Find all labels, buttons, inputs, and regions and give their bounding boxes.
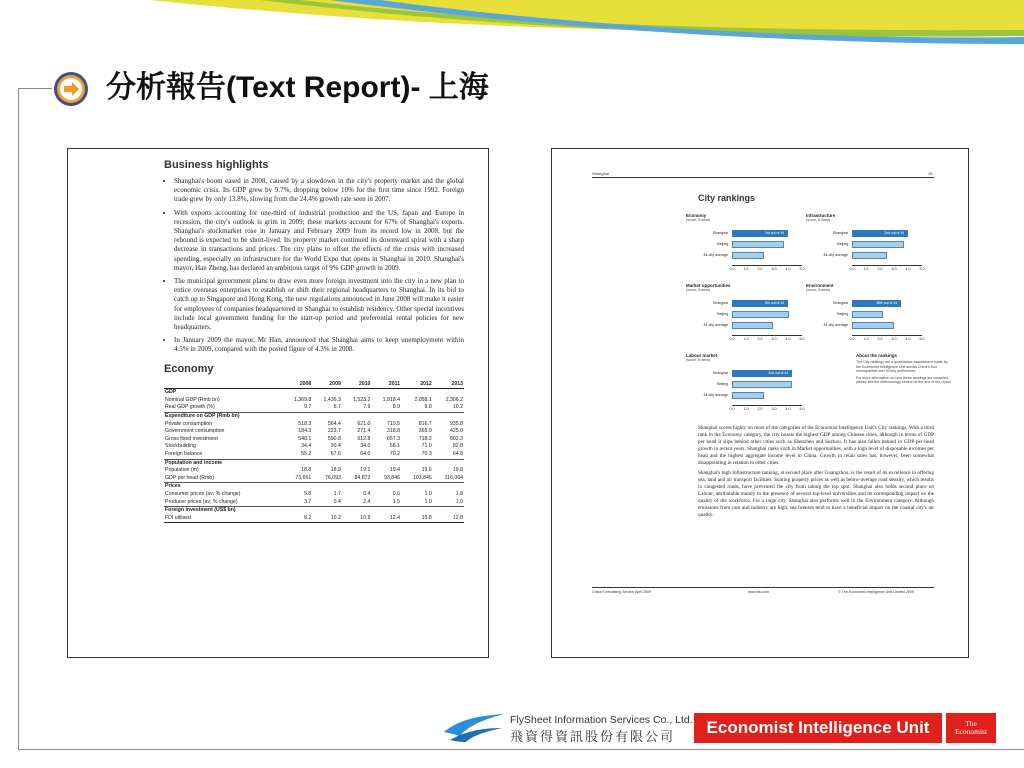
chart-row-label: Beijing <box>717 242 728 246</box>
row-label: FDI utilised <box>164 515 283 523</box>
table-cell: 2,306.2 <box>445 396 463 403</box>
table-cell: 0.6 <box>392 490 400 497</box>
chart-bar <box>732 241 784 248</box>
section-title-business: Business highlights <box>164 159 269 171</box>
row-label: Gross fixed investment <box>165 435 218 442</box>
table-cell: 365.9 <box>418 428 432 435</box>
table-row <box>164 467 464 475</box>
chart-bar <box>852 311 883 318</box>
table-cell: 1,523.2 <box>353 396 371 403</box>
row-label: Foreign investment (US$ bn) <box>164 507 464 515</box>
table-cell: 0.4 <box>363 490 371 497</box>
chart-bar: 3rd out of 44 <box>732 230 788 237</box>
chart-tick-label: 4.0 <box>905 267 911 271</box>
table-cell: 621.0 <box>357 420 371 427</box>
chart-title: Labour market <box>686 353 718 358</box>
report-page-right <box>551 148 969 658</box>
chart-tick-label: 0.0 <box>729 337 735 341</box>
chart-tick-label: 0.0 <box>849 337 855 341</box>
table-cell: 18.9 <box>330 467 341 474</box>
footer-rule <box>592 587 934 588</box>
chart-tick-label: 2.0 <box>877 267 883 271</box>
table-row <box>164 451 464 459</box>
chart-tick-label: 1.0 <box>863 337 869 341</box>
chart-bar: 38th out of 44 <box>852 300 901 307</box>
table-cell: 76,093 <box>324 474 341 481</box>
chart-subtitle: (score; 5=best) <box>806 288 831 292</box>
table-cell: 0.4 <box>333 498 341 505</box>
chart-tick-label: 4.0 <box>785 267 791 271</box>
table-cell: 1.5 <box>392 498 400 505</box>
table-row <box>164 428 464 436</box>
table-cell: 12.4 <box>371 515 401 523</box>
chart-row-label: 44-city average <box>703 253 728 257</box>
page-header-city: Shanghai <box>592 171 609 176</box>
chart-row <box>686 321 806 329</box>
table-cell: 2.4 <box>363 498 371 505</box>
ranking-chart-labour <box>686 353 806 423</box>
chart-row <box>806 299 926 307</box>
ranking-chart-infrastructure <box>806 213 926 283</box>
chart-axis <box>849 335 925 342</box>
chart-row-label: Beijing <box>837 312 848 316</box>
table-cell: 10.9 <box>342 515 372 523</box>
table-cell: 71.0 <box>421 443 432 450</box>
table-cell: 1,369.8 <box>293 396 312 403</box>
table-cell: 64.8 <box>452 451 463 457</box>
chart-subtitle: (score; 5=best) <box>686 288 711 292</box>
flysheet-name-en: FlySheet Information Services Co., Ltd. <box>510 714 693 726</box>
chart-tick-label: 4.0 <box>905 337 911 341</box>
header-swoosh <box>0 0 1024 60</box>
table-cell: 10.2 <box>452 404 463 411</box>
chart-row-label: Beijing <box>837 242 848 246</box>
table-row <box>164 436 464 444</box>
row-label: Nominal GDP (Rmb bn) <box>165 396 220 403</box>
chart-row-label: 44-city average <box>823 323 848 327</box>
table-cell: 68.1 <box>389 443 400 450</box>
chart-row <box>686 310 806 318</box>
economist-logo-line2: Economist <box>954 727 988 736</box>
table-cell: 1.0 <box>424 490 432 497</box>
table-cell: 564.4 <box>327 420 341 427</box>
year-header: 2012 <box>401 381 433 389</box>
chart-bar <box>732 311 789 318</box>
table-group-row <box>164 459 464 467</box>
chart-bar <box>732 381 792 388</box>
table-cell: 1,436.3 <box>323 396 341 403</box>
chart-row-label: Shanghai <box>712 231 728 235</box>
chart-row <box>686 369 806 377</box>
table-cell: 30.4 <box>330 443 341 450</box>
table-cell: 8.9 <box>392 404 400 411</box>
table-cell: 19.8 <box>452 467 463 474</box>
table-row <box>164 443 464 451</box>
chart-row <box>686 240 806 248</box>
chart-subtitle: (score; 5=best) <box>686 358 711 362</box>
row-label: Population and income <box>164 459 464 467</box>
table-cell: 8.2 <box>283 515 313 523</box>
table-cell: 70.3 <box>421 451 432 457</box>
table-cell: 184.3 <box>298 428 312 435</box>
table-cell: 935.8 <box>450 420 463 427</box>
table-row <box>164 491 464 499</box>
table-cell: 64.0 <box>360 451 371 457</box>
highlights-list <box>164 177 464 355</box>
page-header-rule <box>592 177 934 178</box>
chart-title: Market opportunities <box>686 283 731 288</box>
chart-row-label: Shanghai <box>712 301 728 305</box>
table-cell: 318.8 <box>386 428 400 435</box>
table-cell: 70.2 <box>389 451 400 457</box>
row-label: Population (m) <box>165 467 199 474</box>
chart-tick-label: 4.0 <box>785 407 791 411</box>
about-rankings-note: For more information on how these rankings are compiled, please see the Methodology section at the end of the report. <box>856 375 952 385</box>
chart-tick-label: 3.0 <box>891 267 897 271</box>
rankings-body <box>698 425 934 523</box>
table-cell: 1,818.4 <box>382 396 400 403</box>
table-cell: 34.4 <box>301 443 312 450</box>
footer-website: www.eiu.com <box>748 590 770 594</box>
page-number: 15 <box>928 171 933 176</box>
table-cell: 82.8 <box>452 443 463 450</box>
about-rankings-text: The City rankings are a quantitative assessment made by the Economist Intelligence Unit across China's four municipalities and 40 key prefectures. <box>856 360 948 374</box>
table-cell: 425.0 <box>450 428 463 435</box>
chart-row <box>806 240 926 248</box>
chart-row <box>806 321 926 329</box>
chart-tick-label: 3.0 <box>771 337 777 341</box>
chart-row <box>686 299 806 307</box>
table-cell: 93,846 <box>384 474 400 481</box>
table-cell: 19.6 <box>421 467 432 474</box>
chart-axis <box>729 335 805 342</box>
footer-publication: China Forecasting Service April 2009 <box>592 590 652 594</box>
ranking-chart-market <box>686 283 806 353</box>
row-label: Government consumption <box>165 428 225 435</box>
table-cell: 590.8 <box>327 435 341 442</box>
table-cell: 73,651 <box>295 474 312 481</box>
row-label: Stockbuilding <box>165 443 196 450</box>
chart-row-label: 44-city average <box>823 253 848 257</box>
section-title-economy: Economy <box>164 362 214 375</box>
chart-bar <box>732 392 764 399</box>
table-row <box>164 404 464 412</box>
table-cell: 271.4 <box>357 428 371 435</box>
table-cell: 223.7 <box>327 428 341 435</box>
chart-row <box>686 380 806 388</box>
title-rule <box>18 88 52 89</box>
chart-row <box>686 229 806 237</box>
chart-axis <box>729 265 805 272</box>
chart-row <box>686 391 806 399</box>
chart-bar <box>852 241 904 248</box>
row-label: Real GDP growth (%) <box>165 404 215 411</box>
chart-row-label: Beijing <box>717 382 728 386</box>
table-cell: 816.7 <box>418 420 432 427</box>
table-row <box>164 475 464 483</box>
table-cell: 34.0 <box>360 443 371 450</box>
about-rankings <box>856 353 952 385</box>
flysheet-logo <box>442 708 506 744</box>
table-cell: 1.7 <box>333 490 341 497</box>
footer-copyright: © The Economist Intelligence Unit Limited 2009 <box>838 590 914 594</box>
table-group-row <box>164 507 464 515</box>
ranking-chart-environment <box>806 283 926 353</box>
chart-tick-label: 3.0 <box>771 407 777 411</box>
chart-tick-label: 0.0 <box>729 267 735 271</box>
arrow-bullet-icon <box>52 70 90 108</box>
chart-tick-label: 2.0 <box>757 267 763 271</box>
table-cell: 67.6 <box>330 451 341 457</box>
chart-row <box>806 229 926 237</box>
table-cell: 1.8 <box>455 490 463 497</box>
chart-subtitle: (score; 5=best) <box>806 218 831 222</box>
chart-tick-label: 0.0 <box>849 267 855 271</box>
ranking-chart-economy <box>686 213 806 283</box>
body-paragraph: Shanghai scores highly on most of the categories of the Economist Intelligence Unit's City rankings. With a third rank in the Economy category, the city boasts the highest GDP among Chinese cities, although in terms of GDP per head it slips behind other cities such as Shenzhen and Suzhou. It has also fallen behind in GDP-per-head growth in recent years. Shanghai ranks sixth in Market opportunities, with a high level of disposable incomes per head and the highest aggregate income level in China. Growth in retail sales has, however, been somewhat disappointing in relation to other cities. <box>698 425 934 466</box>
chart-row-label: Beijing <box>717 312 728 316</box>
chart-tick-label: 2.0 <box>757 407 763 411</box>
table-cell: 657.3 <box>386 435 400 442</box>
table-row <box>164 515 464 523</box>
table-cell: 116,064 <box>444 474 463 481</box>
chart-axis <box>729 405 805 412</box>
chart-row <box>806 251 926 259</box>
body-paragraph: Shanghai's high Infrastructure ranking, at second place after Guangzhou, is the result of its excellence in offering sea, land and air transport facilities. Soaring property prices as well as below-average road density, which results in congested roads, have prevented the city from taking the top spot. Shanghai also holds second place on Labour, attributable mainly to the presence of several top-level universities and its corresponding impact on the quality of the workforce. For a large city, Shanghai also performs well in the Environment category. Although emissions from cars and industry are high, sea breezes tend to have a beneficial impact on the coastal city's air quality. <box>698 470 934 518</box>
table-cell: 19.1 <box>360 467 371 474</box>
chart-tick-label: 5.0 <box>919 337 925 341</box>
chart-row-label: Shanghai <box>712 371 728 375</box>
chart-axis <box>849 265 925 272</box>
table-row <box>164 421 464 429</box>
table-cell: 2,058.1 <box>414 396 432 403</box>
chart-tick-label: 1.0 <box>743 337 749 341</box>
chart-subtitle: (score; 5=best) <box>686 218 711 222</box>
chart-row-label: Shanghai <box>832 301 848 305</box>
highlight-item: • In January 2009 the mayor, Mr Han, announced that Shanghai aims to keep unemployment within 4.5% in 2009, compared with the posted figure of 4.3% in 2008. <box>174 336 464 354</box>
eiu-logo: Economist Intelligence Unit <box>694 713 942 743</box>
row-label: Consumer prices (av; % change) <box>165 490 241 497</box>
table-cell: 84,872 <box>354 474 371 481</box>
economy-table <box>164 381 464 524</box>
chart-row <box>806 310 926 318</box>
chart-bar <box>852 322 894 329</box>
year-header: 2010 <box>342 381 372 389</box>
table-group-row <box>164 413 464 421</box>
chart-tick-label: 1.0 <box>743 407 749 411</box>
row-label: Expenditure on GDP (Rmb bn) <box>164 413 464 421</box>
table-cell: 5.7 <box>333 404 341 411</box>
chart-tick-label: 2.0 <box>757 337 763 341</box>
table-cell: 10.2 <box>312 515 342 523</box>
economist-logo <box>946 713 996 743</box>
table-cell: 3.7 <box>304 498 312 505</box>
chart-bar: 2nd out of 44 <box>732 370 792 377</box>
table-cell: 718.2 <box>418 435 432 442</box>
chart-tick-label: 3.0 <box>771 267 777 271</box>
table-cell: 9.8 <box>424 404 432 411</box>
slide-title: 分析報告(Text Report)- 上海 <box>106 71 489 104</box>
about-rankings-title: About the rankings <box>856 353 898 358</box>
chart-tick-label: 5.0 <box>919 267 925 271</box>
table-cell: 710.5 <box>386 420 400 427</box>
highlight-item: • Shanghai's boom eased in 2008, caused by a slowdown in the city's property market and the global economic crisis. Its GDP grew by 9.7%, dropping below 10% for the first time since 1992. Foreign trade grew by only 13.8%, slowing from the 24.4% growth rate seen in 2007. <box>174 177 464 205</box>
chart-row <box>686 251 806 259</box>
table-cell: 1.0 <box>424 498 432 505</box>
row-label: Private consumption <box>165 420 212 427</box>
year-header: 2008 <box>283 381 313 389</box>
table-cell: 103,846 <box>412 474 432 481</box>
chart-bar: 8th out of 44 <box>732 300 788 307</box>
highlight-item: • The municipal government plans to draw even more foreign investment into the city in a new plan to entice overseas enterprises to establish or shift their regional headquarters to Shanghai. In its bid to catch up to Singapore and Hong Kong, the new regulations announced in June 2008 will make it easier for employees of companies headquartered in Shanghai to establish residency. Other special incentives include local government funding for the start-up period and preferential rental policies for new headquarters. <box>174 277 464 332</box>
table-cell: 1.0 <box>455 498 463 505</box>
chart-bar <box>852 252 887 259</box>
year-header: 2011 <box>371 381 401 389</box>
table-row <box>164 499 464 507</box>
city-rankings-title: City rankings <box>698 193 756 203</box>
table-cell: 12.8 <box>433 515 464 523</box>
row-label: Producer prices (av; % change) <box>165 498 238 505</box>
chart-tick-label: 3.0 <box>891 337 897 341</box>
chart-tick-label: 5.0 <box>799 267 805 271</box>
row-label: GDP <box>164 389 464 397</box>
table-header-row <box>164 381 464 389</box>
chart-title: Environment <box>806 283 834 288</box>
chart-bar <box>732 322 773 329</box>
chart-tick-label: 5.0 <box>799 407 805 411</box>
chart-row-label: 44-city average <box>703 323 728 327</box>
chart-tick-label: 1.0 <box>743 267 749 271</box>
chart-row-label: Shanghai <box>832 231 848 235</box>
chart-bar: 2nd out of 44 <box>852 230 908 237</box>
report-page-left <box>67 148 489 658</box>
year-header: 2013 <box>433 381 464 389</box>
table-group-row <box>164 483 464 491</box>
flysheet-name-zh: 飛資得資訊股份有限公司 <box>510 730 676 745</box>
chart-tick-label: 4.0 <box>785 337 791 341</box>
table-cell: 612.8 <box>357 435 371 442</box>
highlight-item: • With exports accounting for one-third of industrial production and the US, Japan and Europe in recession, the city's outlook is grim in 2009; these markets account for 67% of Shanghai's exports. Shanghai's stockmarket rose in January and February 2009 from its record low in 2008, but the rebound is expected to be short-lived. Its property market continued its downward spiral with a sharp decrease in transactions and prices. The city plans to offset the effects of the crisis with increased spending, especially on infrastructure for the World Expo that opens in Shanghai in 2010. Shanghai's mayor, Han Zheng, has declared an ambitious target of 9% GDP growth in 2009. <box>174 209 464 273</box>
table-cell: 7.9 <box>363 404 371 411</box>
chart-tick-label: 5.0 <box>799 337 805 341</box>
chart-title: Infrastructure <box>806 213 836 218</box>
table-cell: 15.8 <box>401 515 433 523</box>
row-label: Foreign balance <box>165 451 203 457</box>
table-cell: 55.2 <box>301 451 312 457</box>
chart-tick-label: 1.0 <box>863 267 869 271</box>
chart-row-label: 44-city average <box>703 393 728 397</box>
row-label: Prices <box>164 483 464 491</box>
table-row <box>164 397 464 405</box>
table-cell: 518.3 <box>298 420 312 427</box>
chart-tick-label: 2.0 <box>877 337 883 341</box>
chart-bar <box>732 252 764 259</box>
table-cell: 548.1 <box>298 435 312 442</box>
chart-title: Economy <box>686 213 707 218</box>
row-label: GDP per head (Rmb) <box>165 474 214 481</box>
table-cell: 19.4 <box>389 467 400 474</box>
table-cell: 802.3 <box>450 435 463 442</box>
table-cell: 5.8 <box>304 490 312 497</box>
chart-tick-label: 0.0 <box>729 407 735 411</box>
table-header-blank <box>164 381 283 389</box>
year-header: 2009 <box>312 381 342 389</box>
table-cell: 18.8 <box>301 467 312 474</box>
table-group-row <box>164 389 464 397</box>
economist-logo-line1: The <box>965 719 977 728</box>
table-cell: 9.7 <box>304 404 312 411</box>
